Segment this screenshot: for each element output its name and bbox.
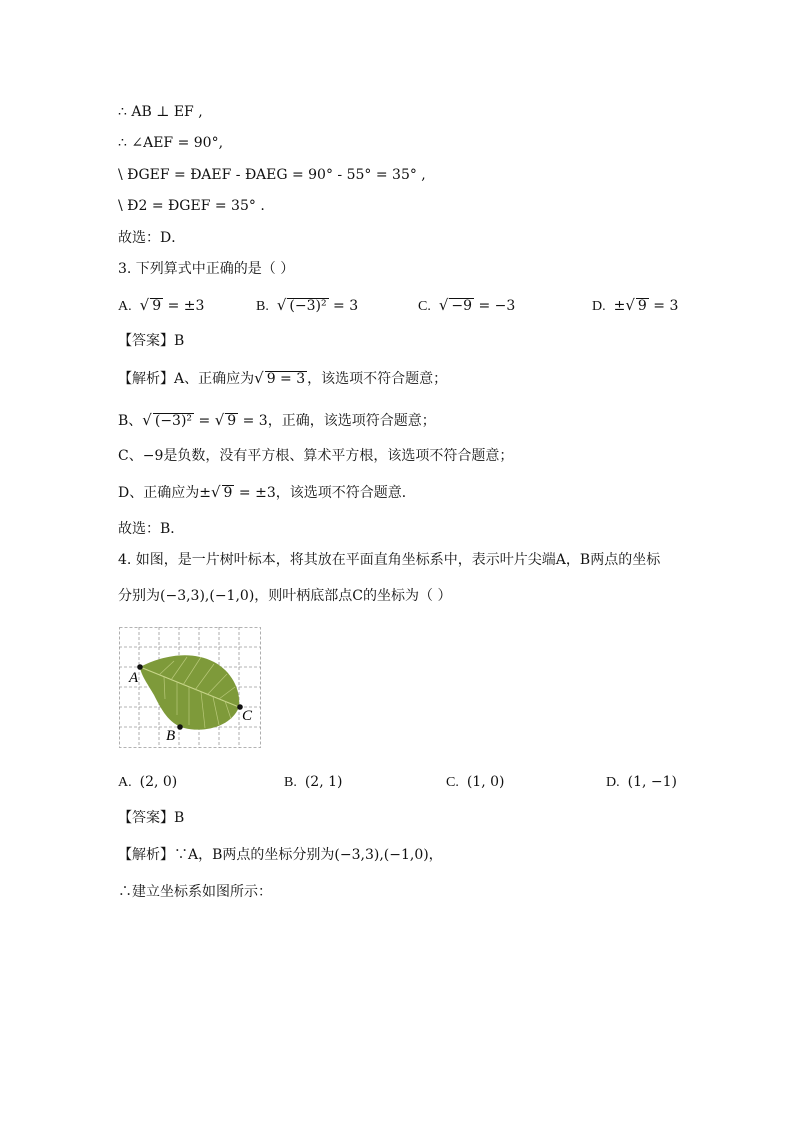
conclusion-q3: 故选：B． xyxy=(118,521,185,537)
q4-option-d: D. (1, −1) xyxy=(606,774,677,790)
answer-4: 【答案】B xyxy=(118,810,185,826)
step-angle-gef: \ ÐGEF = ÐAEF - ÐAEG = 90° - 55° = 35° , xyxy=(118,167,426,183)
explain-4-coord: ∴建立坐标系如图所示： xyxy=(118,884,272,900)
q4-option-a: A. (2, 0) xyxy=(118,774,178,790)
step-perpendicular: ∴ AB ⊥ EF , xyxy=(118,104,203,120)
answer-3: 【答案】B xyxy=(118,333,185,349)
q3-option-d: D. ±√ 9 = 3 xyxy=(592,296,679,314)
conclusion-q2: 故选：D． xyxy=(118,230,186,246)
step-angle-aef: ∴ ∠AEF = 90°, xyxy=(118,135,224,151)
question-3: 3. 下列算式中正确的是（ ） xyxy=(118,261,295,277)
q4-option-b: B. (2, 1) xyxy=(284,774,343,790)
q3-option-b: B. √ (−3)² = 3 xyxy=(256,296,359,314)
leaf xyxy=(140,655,239,729)
explain-3-c: C、−9是负数，没有平方根、算术平方根，该选项不符合题意； xyxy=(118,448,514,464)
point-a-label: A xyxy=(129,670,139,686)
q4-option-c: C. (1, 0) xyxy=(446,774,505,790)
point-c-label: C xyxy=(242,708,253,724)
leaf-grid-figure xyxy=(119,627,261,748)
point-b-label: B xyxy=(166,728,176,744)
point-a-dot xyxy=(137,664,143,670)
explain-3-d: D、正确应为±√ 9 = ±3，该选项不符合题意． xyxy=(118,483,416,501)
explain-3-b: B、√ (−3)² = √ 9 = 3，正确，该选项符合题意； xyxy=(118,411,436,429)
point-b-dot xyxy=(177,724,183,730)
explain-4: 【解析】∵A，B两点的坐标分别为(−3,3),(−1,0)， xyxy=(118,847,443,863)
q3-option-a: A. √ 9 = ±3 xyxy=(118,296,205,314)
explain-3-a: 【解析】A、正确应为√ 9 = 3 ，该选项不符合题意； xyxy=(118,369,448,387)
step-angle-2: \ Ð2 = ÐGEF = 35° . xyxy=(118,198,265,214)
q3-option-c: C. √ −9 = −3 xyxy=(418,296,516,314)
question-4-line1: 4. 如图，是一片树叶标本，将其放在平面直角坐标系中，表示叶片尖端A，B两点的坐标 xyxy=(118,552,661,568)
question-4-line2: 分别为(−3,3),(−1,0)，则叶柄底部点C的坐标为（ ） xyxy=(118,588,452,604)
